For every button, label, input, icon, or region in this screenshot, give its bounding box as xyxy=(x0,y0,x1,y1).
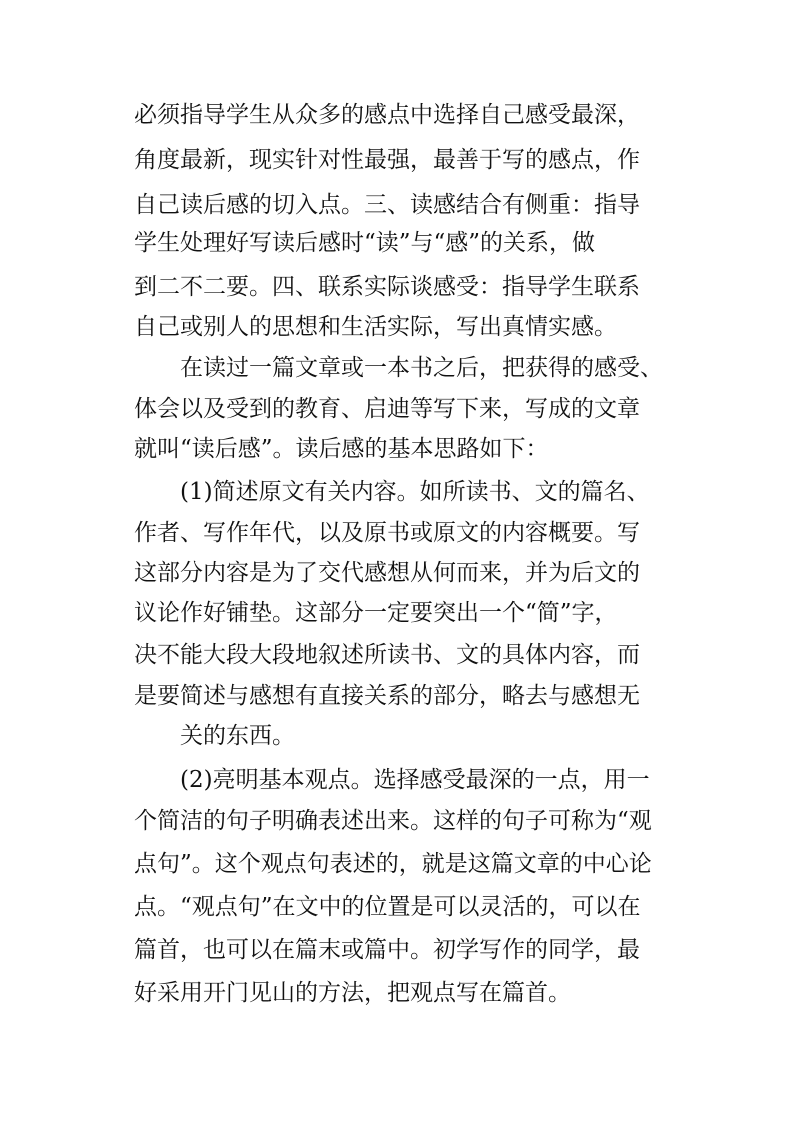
text-line: 作者、写作年代，以及原书或原文的内容概要。写 xyxy=(134,520,640,546)
text-line: 学生处理好写读后感时“读”与“感”的关系，做 xyxy=(134,230,596,256)
text-line: 议论作好铺垫。这部分一定要突出一个“简”字， xyxy=(134,600,618,626)
text-line: 好采用开门见山的方法，把观点写在篇首。 xyxy=(134,980,571,1006)
text-line: 就叫“读后感”。读后感的基本思路如下： xyxy=(134,436,549,462)
text-line: 体会以及受到的教育、启迪等写下来，写成的文章 xyxy=(134,396,640,422)
text-line: (2)亮明基本观点。选择感受最深的一点，用一 xyxy=(180,767,650,793)
text-line: 自己读后感的切入点。三、读感结合有侧重：指导 xyxy=(134,192,640,218)
text-line: 关的东西。 xyxy=(180,723,295,749)
text-line: 到二不二要。四、联系实际谈感受：指导学生联系 xyxy=(134,274,640,300)
text-line: 是要简述与感想有直接关系的部分，略去与感想无 xyxy=(134,683,640,709)
text-line: (1)简述原文有关内容。如所读书、文的篇名、 xyxy=(180,479,650,505)
text-line: 这部分内容是为了交代感想从何而来，并为后文的 xyxy=(134,560,640,586)
text-line: 在读过一篇文章或一本书之后，把获得的感受、 xyxy=(180,355,663,381)
text-line: 角度最新，现实针对性最强，最善于写的感点，作 xyxy=(134,147,640,173)
text-line: 自己或别人的思想和生活实际，写出真情实感。 xyxy=(134,314,617,340)
text-line: 点句”。这个观点句表述的，就是这篇文章的中心论 xyxy=(134,851,652,877)
text-line: 点。“观点句”在文中的位置是可以灵活的，可以在 xyxy=(134,894,641,920)
text-line: 必须指导学生从众多的感点中选择自己感受最深， xyxy=(134,102,640,128)
text-line: 篇首，也可以在篇末或篇中。初学写作的同学，最 xyxy=(134,937,640,963)
text-line: 个简洁的句子明确表述出来。这样的句子可称为“观 xyxy=(134,808,652,834)
text-line: 决不能大段大段地叙述所读书、文的具体内容，而 xyxy=(134,642,640,668)
